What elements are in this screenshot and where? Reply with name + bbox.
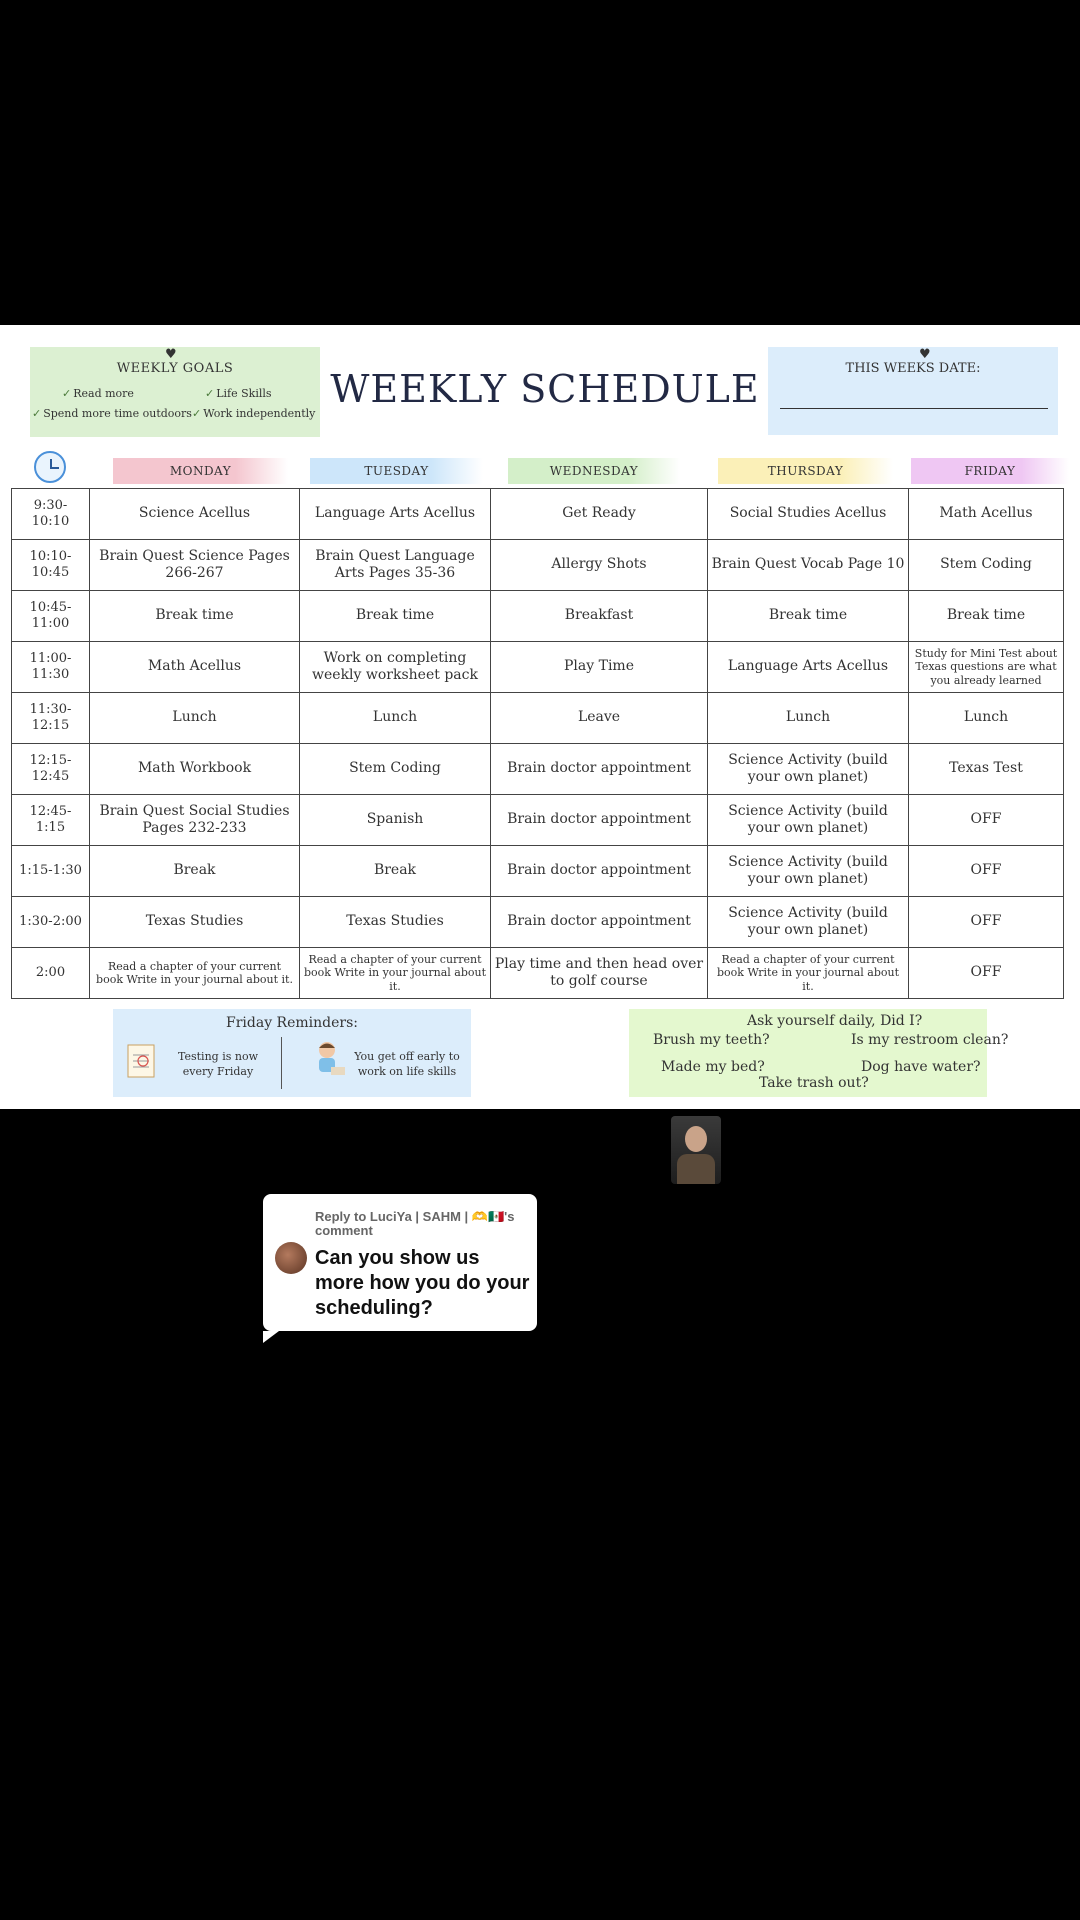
test-paper-icon [125, 1041, 159, 1081]
friday-reminder-right: You get off early to work on life skills [354, 1050, 460, 1079]
table-row [12, 693, 1064, 744]
schedule-cell: Brain Quest Language Arts Pages 35-36 [300, 540, 491, 591]
child-icon [313, 1039, 347, 1079]
schedule-cell: Brain Quest Science Pages 266-267 [90, 540, 300, 591]
table-row [12, 846, 1064, 897]
check-icon: ✓ [192, 407, 202, 420]
ask-daily-item: Is my restroom clean? [851, 1032, 1009, 1048]
date-write-line [780, 408, 1048, 409]
time-cell: 1:15-1:30 [12, 846, 90, 897]
avatar [275, 1242, 307, 1274]
ask-daily-item: Dog have water? [861, 1059, 981, 1075]
schedule-cell: Study for Mini Test about Texas questions are what you already learned [909, 642, 1064, 693]
reminders-divider [281, 1037, 282, 1089]
schedule-cell: Lunch [708, 693, 909, 744]
schedule-cell: Brain doctor appointment [491, 795, 708, 846]
goal-item: ✓ Life Skills [205, 387, 272, 400]
schedule-cell: Break [300, 846, 491, 897]
weekly-goals-box [30, 347, 320, 437]
table-row [12, 744, 1064, 795]
time-cell: 2:00 [12, 948, 90, 999]
schedule-cell: OFF [909, 948, 1064, 999]
schedule-cell: Math Acellus [90, 642, 300, 693]
week-date-box [768, 347, 1058, 435]
schedule-cell: Play time and then head over to golf course [491, 948, 708, 999]
bubble-tail [263, 1331, 279, 1343]
friday-reminders-box [113, 1009, 471, 1097]
schedule-cell: Get Ready [491, 489, 708, 540]
schedule-sheet [0, 325, 1080, 1109]
schedule-cell: Science Activity (build your own planet) [708, 744, 909, 795]
comment-text: Can you show us more how you do your scheduling? [315, 1247, 530, 1319]
time-cell: 10:10-10:45 [12, 540, 90, 591]
time-cell: 10:45-11:00 [12, 591, 90, 642]
page-title: WEEKLY SCHEDULE [330, 367, 760, 411]
schedule-cell: Social Studies Acellus [708, 489, 909, 540]
weekly-goals-title: WEEKLY GOALS [116, 361, 234, 376]
table-row [12, 642, 1064, 693]
ask-daily-item: Take trash out? [759, 1075, 869, 1091]
schedule-cell: Lunch [300, 693, 491, 744]
goal-item: ✓ Read more [62, 387, 134, 400]
table-row [12, 540, 1064, 591]
table-row [12, 489, 1064, 540]
time-cell: 11:00-11:30 [12, 642, 90, 693]
check-icon: ✓ [205, 387, 215, 400]
schedule-cell: Breakfast [491, 591, 708, 642]
reply-to-label: Reply to LuciYa | SAHM | 🫶🇲🇽's comment [315, 1209, 515, 1238]
reply-comment-bubble[interactable] [263, 1194, 537, 1331]
table-row [12, 591, 1064, 642]
schedule-cell: Lunch [90, 693, 300, 744]
schedule-cell: Stem Coding [300, 744, 491, 795]
schedule-cell: Language Arts Acellus [300, 489, 491, 540]
schedule-cell: Science Acellus [90, 489, 300, 540]
friday-reminders-title: Friday Reminders: [226, 1015, 358, 1031]
schedule-cell: Brain doctor appointment [491, 744, 708, 795]
schedule-cell: Break time [300, 591, 491, 642]
schedule-cell: Play Time [491, 642, 708, 693]
schedule-cell: Brain Quest Social Studies Pages 232-233 [90, 795, 300, 846]
check-icon: ✓ [62, 387, 72, 400]
week-date-label: THIS WEEKS DATE: [845, 361, 981, 376]
time-cell: 9:30-10:10 [12, 489, 90, 540]
schedule-cell: Read a chapter of your current book Write in your journal about it. [300, 948, 491, 999]
heart-icon: ♥ [165, 347, 177, 362]
schedule-cell: OFF [909, 897, 1064, 948]
schedule-cell: Work on completing weekly worksheet pack [300, 642, 491, 693]
schedule-cell: Break time [909, 591, 1064, 642]
schedule-cell: Texas Test [909, 744, 1064, 795]
schedule-cell: Break time [708, 591, 909, 642]
schedule-cell: Science Activity (build your own planet) [708, 897, 909, 948]
table-row [12, 948, 1064, 999]
time-cell: 12:45-1:15 [12, 795, 90, 846]
schedule-cell: Read a chapter of your current book Write in your journal about it. [90, 948, 300, 999]
ask-daily-item: Made my bed? [661, 1059, 765, 1075]
table-row [12, 897, 1064, 948]
day-header-wednesday: WEDNESDAY [508, 458, 680, 484]
schedule-cell: Break time [90, 591, 300, 642]
schedule-cell: Brain Quest Vocab Page 10 [708, 540, 909, 591]
schedule-cell: Break [90, 846, 300, 897]
day-header-monday: MONDAY [113, 458, 288, 484]
time-cell: 1:30-2:00 [12, 897, 90, 948]
schedule-cell: Leave [491, 693, 708, 744]
day-header-tuesday: TUESDAY [310, 458, 483, 484]
ask-daily-title: Ask yourself daily, Did I? [747, 1013, 923, 1029]
schedule-table [11, 488, 1064, 999]
schedule-cell: Stem Coding [909, 540, 1064, 591]
schedule-cell: Math Workbook [90, 744, 300, 795]
clock-icon [34, 451, 66, 483]
schedule-cell: Spanish [300, 795, 491, 846]
schedule-cell: OFF [909, 795, 1064, 846]
friday-reminder-left: Testing is now every Friday [178, 1050, 258, 1079]
schedule-cell: Science Activity (build your own planet) [708, 795, 909, 846]
day-header-friday: FRIDAY [911, 458, 1069, 484]
schedule-cell: Language Arts Acellus [708, 642, 909, 693]
time-cell: 11:30-12:15 [12, 693, 90, 744]
day-header-thursday: THURSDAY [718, 458, 893, 484]
schedule-cell: Read a chapter of your current book Write in your journal about it. [708, 948, 909, 999]
creator-video-thumbnail[interactable] [671, 1116, 721, 1184]
heart-icon: ♥ [919, 347, 931, 362]
schedule-cell: Lunch [909, 693, 1064, 744]
goal-item: ✓ Spend more time outdoors [32, 407, 192, 420]
ask-daily-box [629, 1009, 1009, 1097]
schedule-cell: OFF [909, 846, 1064, 897]
schedule-cell: Brain doctor appointment [491, 897, 708, 948]
schedule-cell: Allergy Shots [491, 540, 708, 591]
schedule-cell: Texas Studies [300, 897, 491, 948]
time-cell: 12:15-12:45 [12, 744, 90, 795]
check-icon: ✓ [32, 407, 42, 420]
table-row [12, 795, 1064, 846]
schedule-cell: Math Acellus [909, 489, 1064, 540]
schedule-cell: Texas Studies [90, 897, 300, 948]
ask-daily-item: Brush my teeth? [653, 1032, 770, 1048]
goal-item: ✓ Work independently [192, 407, 316, 420]
schedule-cell: Science Activity (build your own planet) [708, 846, 909, 897]
schedule-cell: Brain doctor appointment [491, 846, 708, 897]
